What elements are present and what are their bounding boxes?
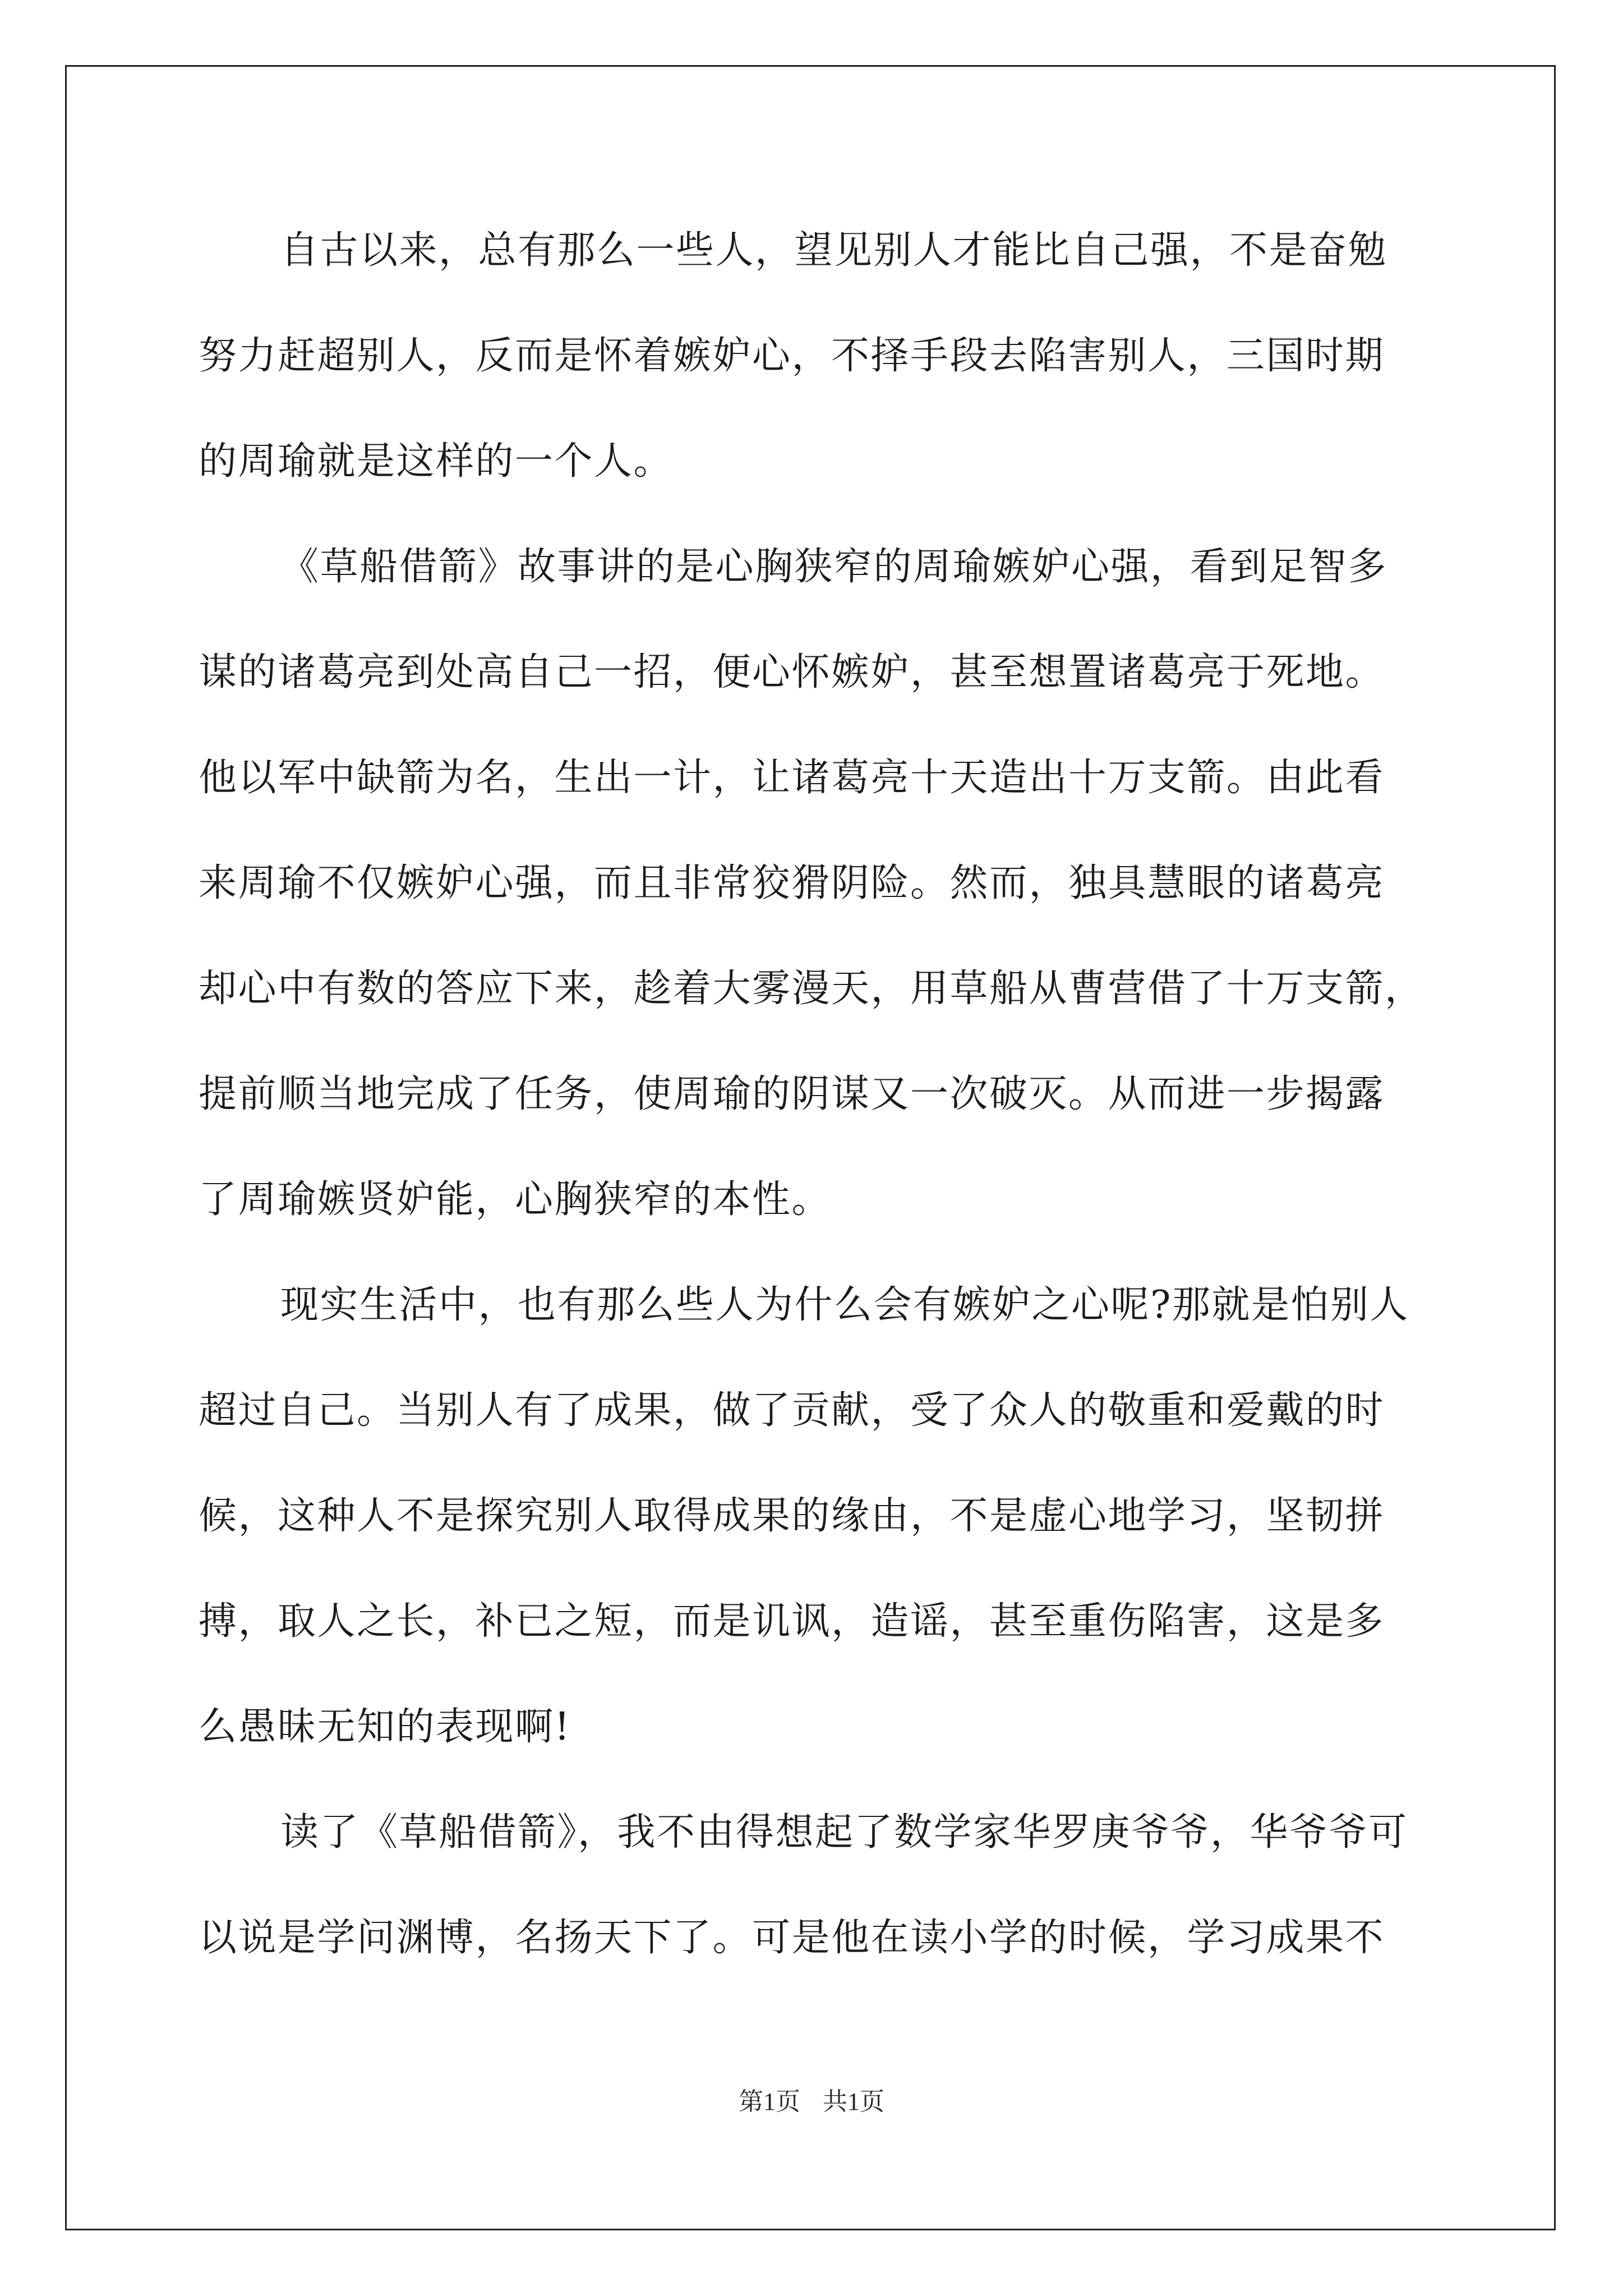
page-number: 第1页 — [739, 2088, 800, 2115]
text-line: 来周瑜不仅嫉妒心强，而且非常狡猾阴险。然而，独具慧眼的诸葛亮 — [199, 861, 1385, 905]
page-footer — [0, 2081, 1623, 2117]
text-line: 却心中有数的答应下来，趁着大雾漫天，用草船从曹营借了十万支箭， — [199, 967, 1424, 1011]
text-line: 读了《草船借箭》，我不由得想起了数学家华罗庚爷爷，华爷爷可 — [280, 1810, 1408, 1855]
text-line: 自古以来，总有那么一些人，望见别人才能比自己强，不是奋勉 — [280, 228, 1388, 273]
text-line: 么愚昧无知的表现啊! — [199, 1705, 571, 1749]
text-line: 超过自己。当别人有了成果，做了贡献，受了众人的敬重和爱戴的时 — [199, 1388, 1385, 1433]
text-line: 提前顺当地完成了任务，使周瑜的阴谋又一次破灭。从而进一步揭露 — [199, 1072, 1385, 1116]
text-line: 他以军中缺箭为名，生出一计，让诸葛亮十天造出十万支箭。由此看 — [199, 756, 1385, 800]
text-line: 了周瑜嫉贤妒能，心胸狭窄的本性。 — [199, 1177, 832, 1222]
text-line: 谋的诸葛亮到处高自己一招，便心怀嫉妒，甚至想置诸葛亮于死地。 — [199, 650, 1385, 694]
text-line: 努力赶超别人，反而是怀着嫉妒心，不择手段去陷害别人，三国时期 — [199, 334, 1385, 378]
document-body — [199, 220, 1424, 2013]
text-line: 的周瑜就是这样的一个人。 — [199, 439, 674, 484]
text-line: 《草船借箭》故事讲的是心胸狭窄的周瑜嫉妒心强，看到足智多 — [280, 545, 1388, 589]
text-line: 候，这种人不是探究别人取得成果的缘由，不是虚心地学习，坚韧拼 — [199, 1494, 1385, 1538]
text-line: 现实生活中，也有那么些人为什么会有嫉妒之心呢?那就是怕别人 — [280, 1283, 1409, 1327]
text-line: 以说是学问渊博，名扬天下了。可是他在读小学的时候，学习成果不 — [199, 1916, 1385, 1960]
page-total: 共1页 — [823, 2088, 884, 2115]
text-line: 搏，取人之长，补已之短，而是讥讽，造谣，甚至重伤陷害，这是多 — [199, 1599, 1385, 1644]
